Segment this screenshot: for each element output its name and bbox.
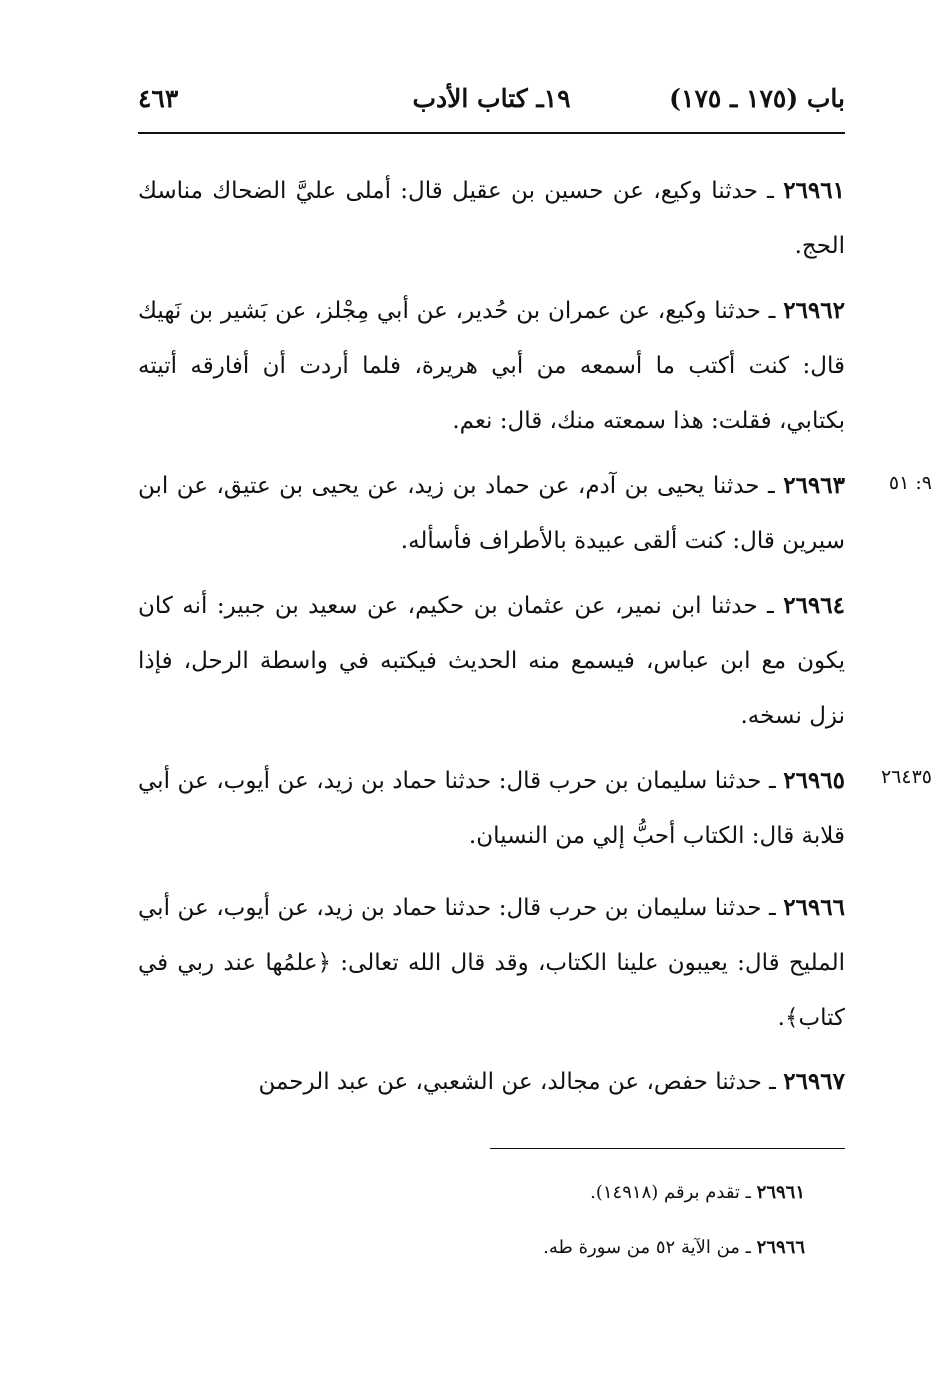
footnote-number: ٢٦٩٦١ — [756, 1182, 805, 1203]
hadith-text: ـ حدثنا يحيى بن آدم، عن حماد بن زيد، عن يحيى بن عتيق، عن ابن سيرين قال: كنت ألقى عبيدة بالأطراف فأسأله. — [138, 473, 845, 554]
hadith-text: ـ حدثنا سليمان بن حرب قال: حدثنا حماد بن زيد، عن أيوب، عن أبي المليح قال: يعيبون علينا الكتاب، وقد قال الله تعالى: ﴿علمُها عند ربي في كتاب﴾. — [138, 895, 845, 1031]
hadith-number: ٢٦٩٦٣ — [783, 472, 845, 499]
page-number: ٤٦٣ — [138, 84, 179, 113]
footnote-divider — [490, 1148, 845, 1149]
hadith-26963 — [138, 458, 845, 569]
header-divider — [138, 132, 845, 134]
hadith-26961 — [138, 163, 845, 274]
footnote-26966 — [400, 1234, 805, 1262]
hadith-number: ٢٦٩٦٤ — [783, 592, 845, 619]
footnote-text: ـ من الآية ٥٢ من سورة طه. — [543, 1237, 757, 1258]
margin-reference-number: ٢٦٤٣٥ — [880, 766, 932, 788]
hadith-number: ٢٦٩٦٢ — [783, 297, 845, 324]
footnote-number: ٢٦٩٦٦ — [756, 1237, 805, 1258]
hadith-26962 — [138, 283, 845, 449]
footnote-26961 — [400, 1179, 805, 1207]
hadith-text: ـ حدثنا سليمان بن حرب قال: حدثنا حماد بن زيد، عن أيوب، عن أبي قلابة قال: الكتاب أحبُّ إلي من النسيان. — [138, 768, 845, 849]
hadith-text: ـ حدثنا وكيع، عن حسين بن عقيل قال: أملى عليَّ الضحاك مناسك الحج. — [138, 178, 845, 259]
hadith-number: ٢٦٩٦٥ — [783, 767, 845, 794]
hadith-number: ٢٦٩٦١ — [783, 177, 845, 204]
hadith-text: ـ حدثنا وكيع، عن عمران بن حُدير، عن أبي مِجْلز، عن بَشير بن نَهيك قال: كنت أكتب ما أسمعه من أبي هريرة، فلما أردت أن أفارقه أتيته بكتابي، فقلت: هذا سمعته منك، قال: نعم. — [138, 298, 845, 434]
hadith-26967 — [138, 1054, 845, 1110]
hadith-text: ـ حدثنا حفص، عن مجالد، عن الشعبي، عن عبد الرحمن — [258, 1069, 784, 1095]
hadith-26964 — [138, 578, 845, 744]
hadith-number: ٢٦٩٦٦ — [783, 894, 845, 921]
hadith-26966 — [138, 880, 845, 1046]
margin-reference-volume-page: ٩: ٥١ — [888, 472, 932, 494]
footnote-text: ـ تقدم برقم (١٤٩١٨). — [590, 1182, 757, 1203]
page-header — [138, 84, 845, 124]
hadith-26965 — [138, 753, 845, 864]
hadith-text: ـ حدثنا ابن نمير، عن عثمان بن حكيم، عن سعيد بن جبير: أنه كان يكون مع ابن عباس، فيسمع منه الحديث فيكتبه في واسطة الرحل، فإذا نزل نسخه. — [138, 593, 845, 729]
hadith-number: ٢٦٩٦٧ — [783, 1068, 845, 1095]
chapter-title: باب (١٧٥ ـ ١٧٥) — [669, 84, 845, 113]
book-title: ١٩ـ كتاب الأدب — [412, 84, 571, 113]
